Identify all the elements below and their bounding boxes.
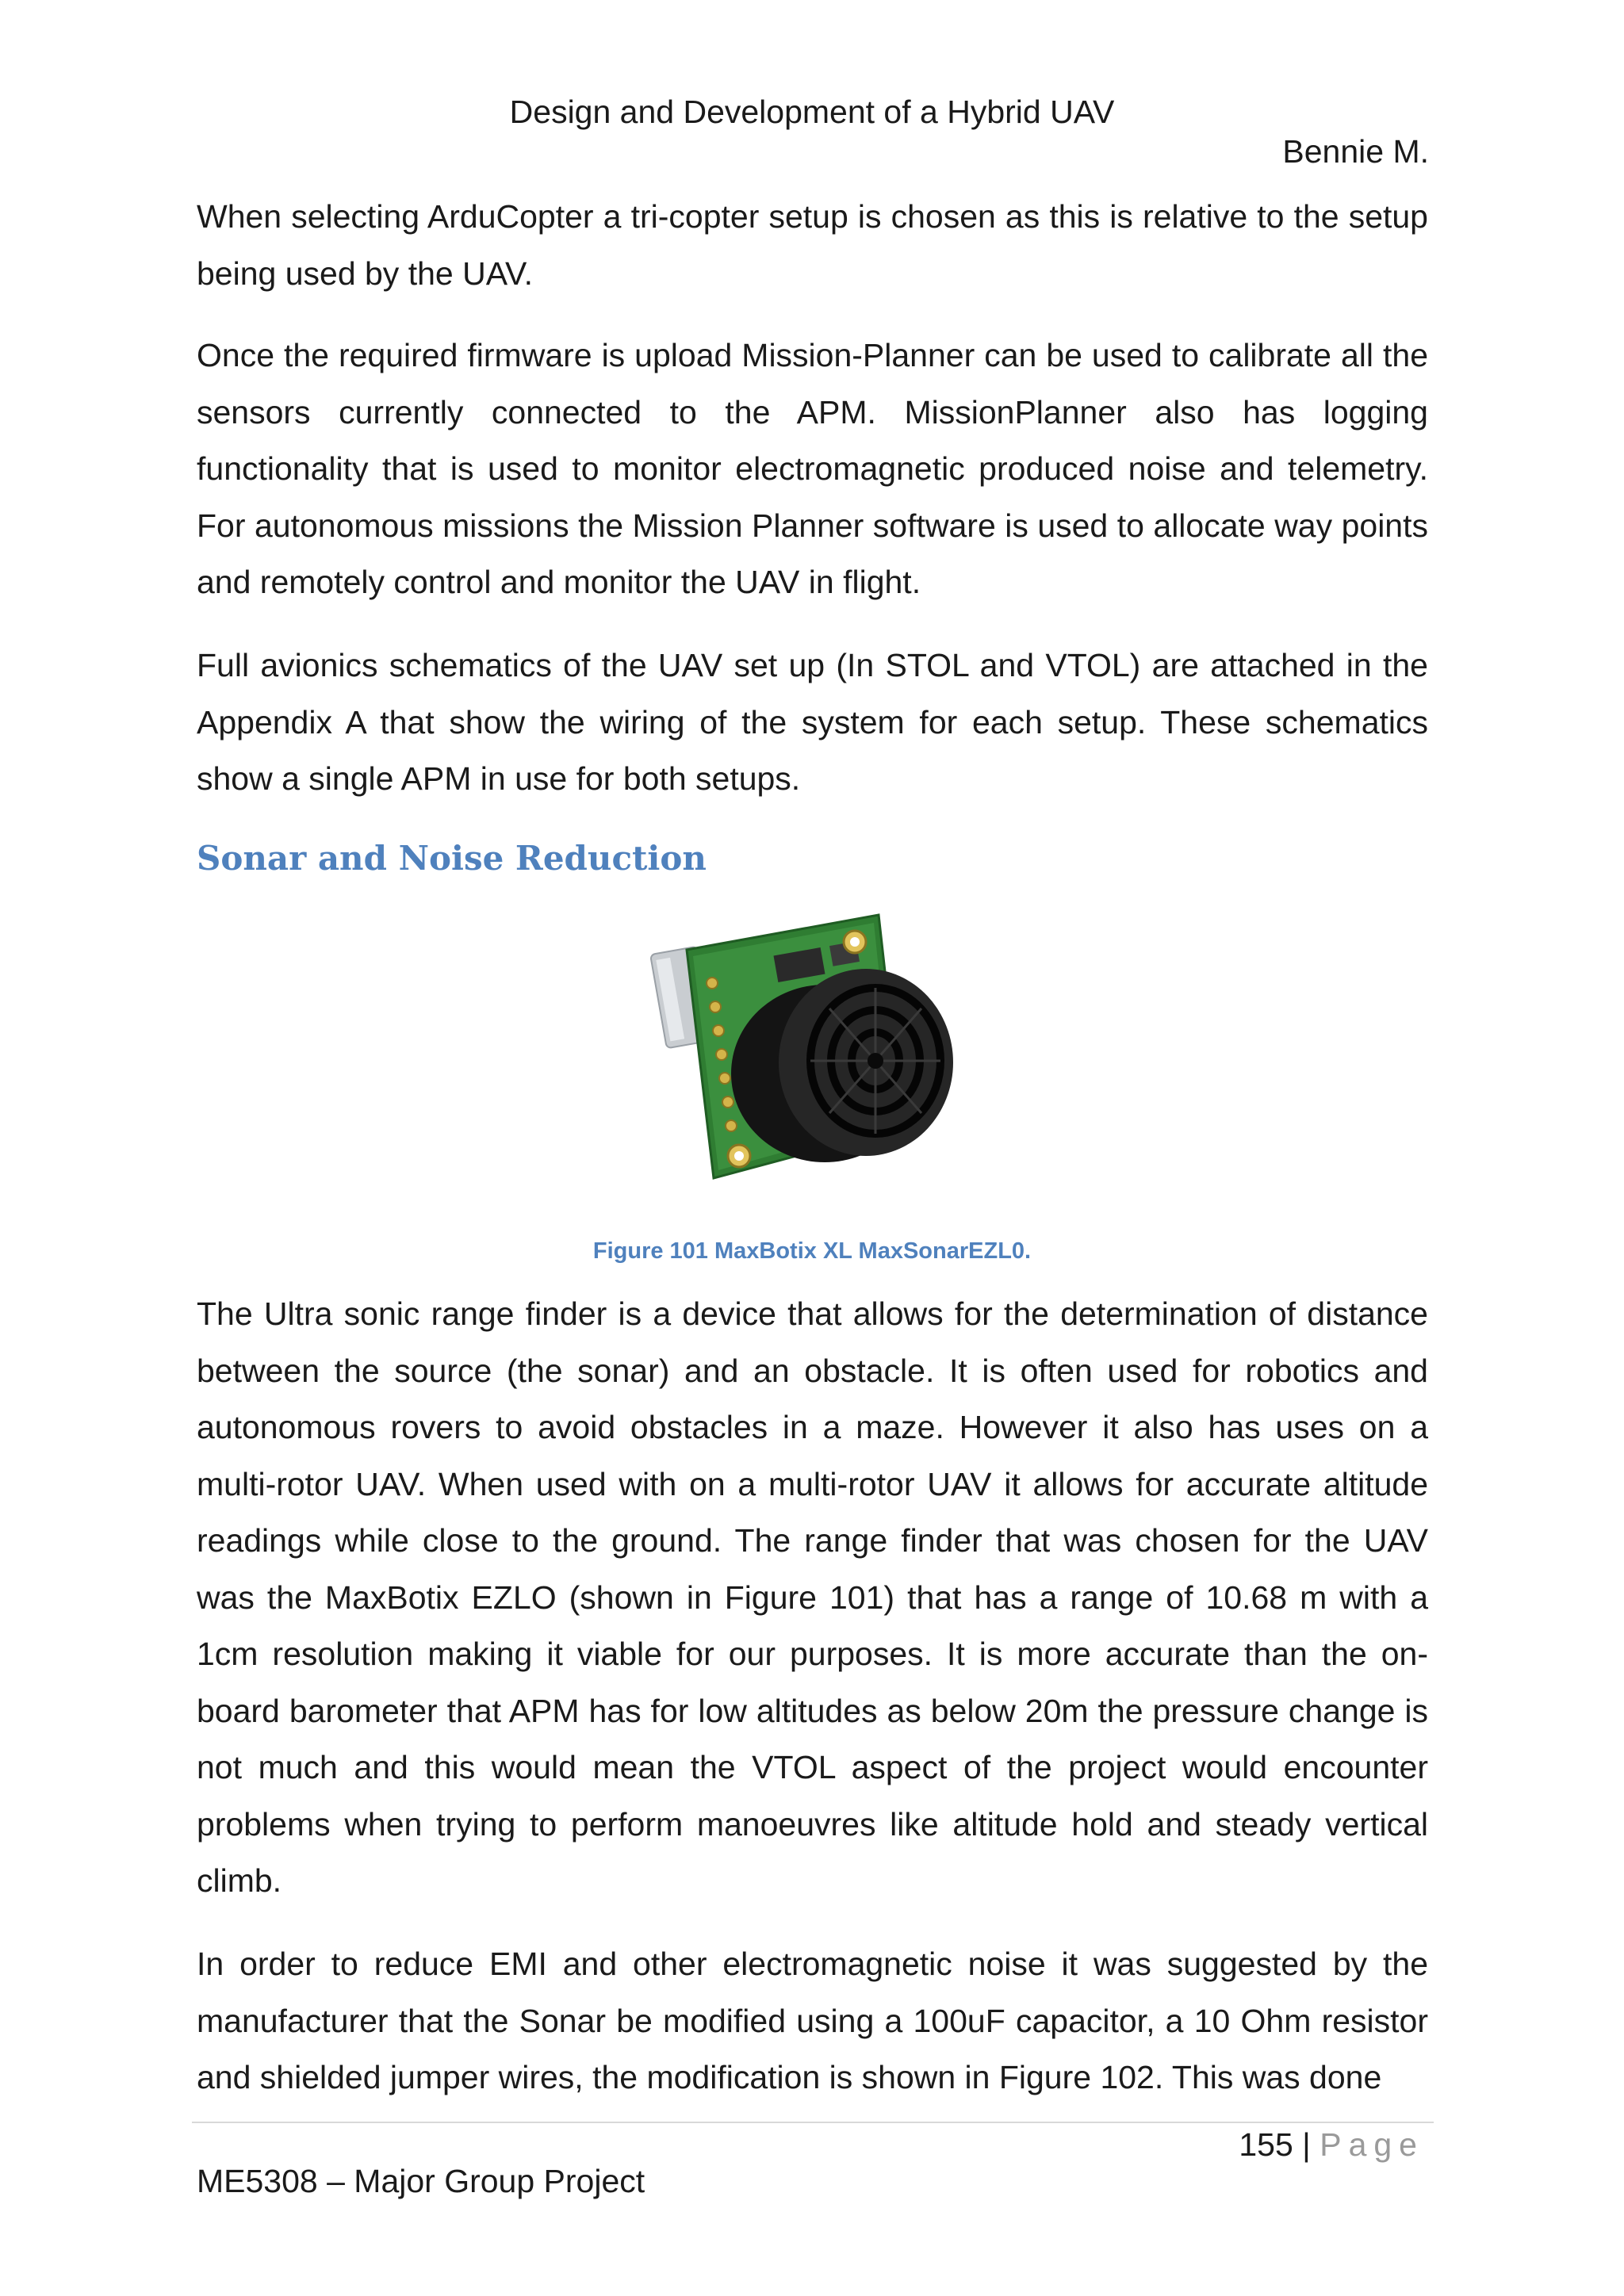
paragraph-emi-reduction: In order to reduce EMI and other electromagnetic noise it was suggested by the manufacturer that the Sonar be modified using a 100uF capacitor, a 10 Ohm resistor and shielded jumper wires, the modification is shown in Figure 102. This was done [197,1946,1428,2095]
figure-caption: Figure 101 MaxBotix XL MaxSonarEZL0. [592,1238,1032,1264]
paragraph-arducopter: When selecting ArduCopter a tri-copter setup is chosen as this is relative to the setup being used by the UAV. [197,198,1428,292]
section-heading: Sonar and Noise Reduction [197,839,707,878]
sonar-sensor-illustration [641,904,990,1197]
sonar-sensor-figure [641,904,990,1197]
footer-project-name: ME5308 – Major Group Project [197,2163,645,2199]
paragraph-mission-planner: Once the required firmware is upload Mission-Planner can be used to calibrate all the sensors currently connected to the APM. MissionPlanner also has logging functionality that is used to monitor electromagnetic produced noise and telemetry. For autonomous missions the Mission Planner software is used to allocate way points and remotely control and monitor the UAV in flight. [197,337,1428,600]
paragraph-ultrasonic-range-finder: The Ultra sonic range finder is a device that allows for the determination of distance between the source (the sonar) and an obstacle. It is often used for robotics and autonomous rovers to avoid obstacles in a maze. However it also has uses on a multi-rotor UAV. When used with on a multi-rotor UAV it allows for accurate altitude readings while close to the ground. The range finder that was chosen for the UAV was the MaxBotix EZLO (shown in Figure 101) that has a range of 10.68 m with a 1cm resolution making it viable for our purposes. It is more accurate than the on-board barometer that APM has for low altitudes as below 20m the pressure change is not much and this would mean the VTOL aspect of the project would encounter problems when trying to perform manoeuvres like altitude hold and steady vertical climb. [197,1295,1428,1899]
paragraph-avionics-schematics: Full avionics schematics of the UAV set up (In STOL and VTOL) are attached in the Appendix A that show the wiring of the system for each setup. These schematics show a single APM in use for both setups. [197,647,1428,797]
page-number-value: 155 [1239,2126,1293,2163]
page-number-separator: | [1302,2126,1311,2163]
page-label: Page [1320,2126,1424,2163]
page-number [1239,2126,1424,2164]
footer-divider [192,2122,1434,2123]
running-header-title: Design and Development of a Hybrid UAV [509,94,1115,130]
running-header-author: Bennie M. [1282,133,1429,170]
